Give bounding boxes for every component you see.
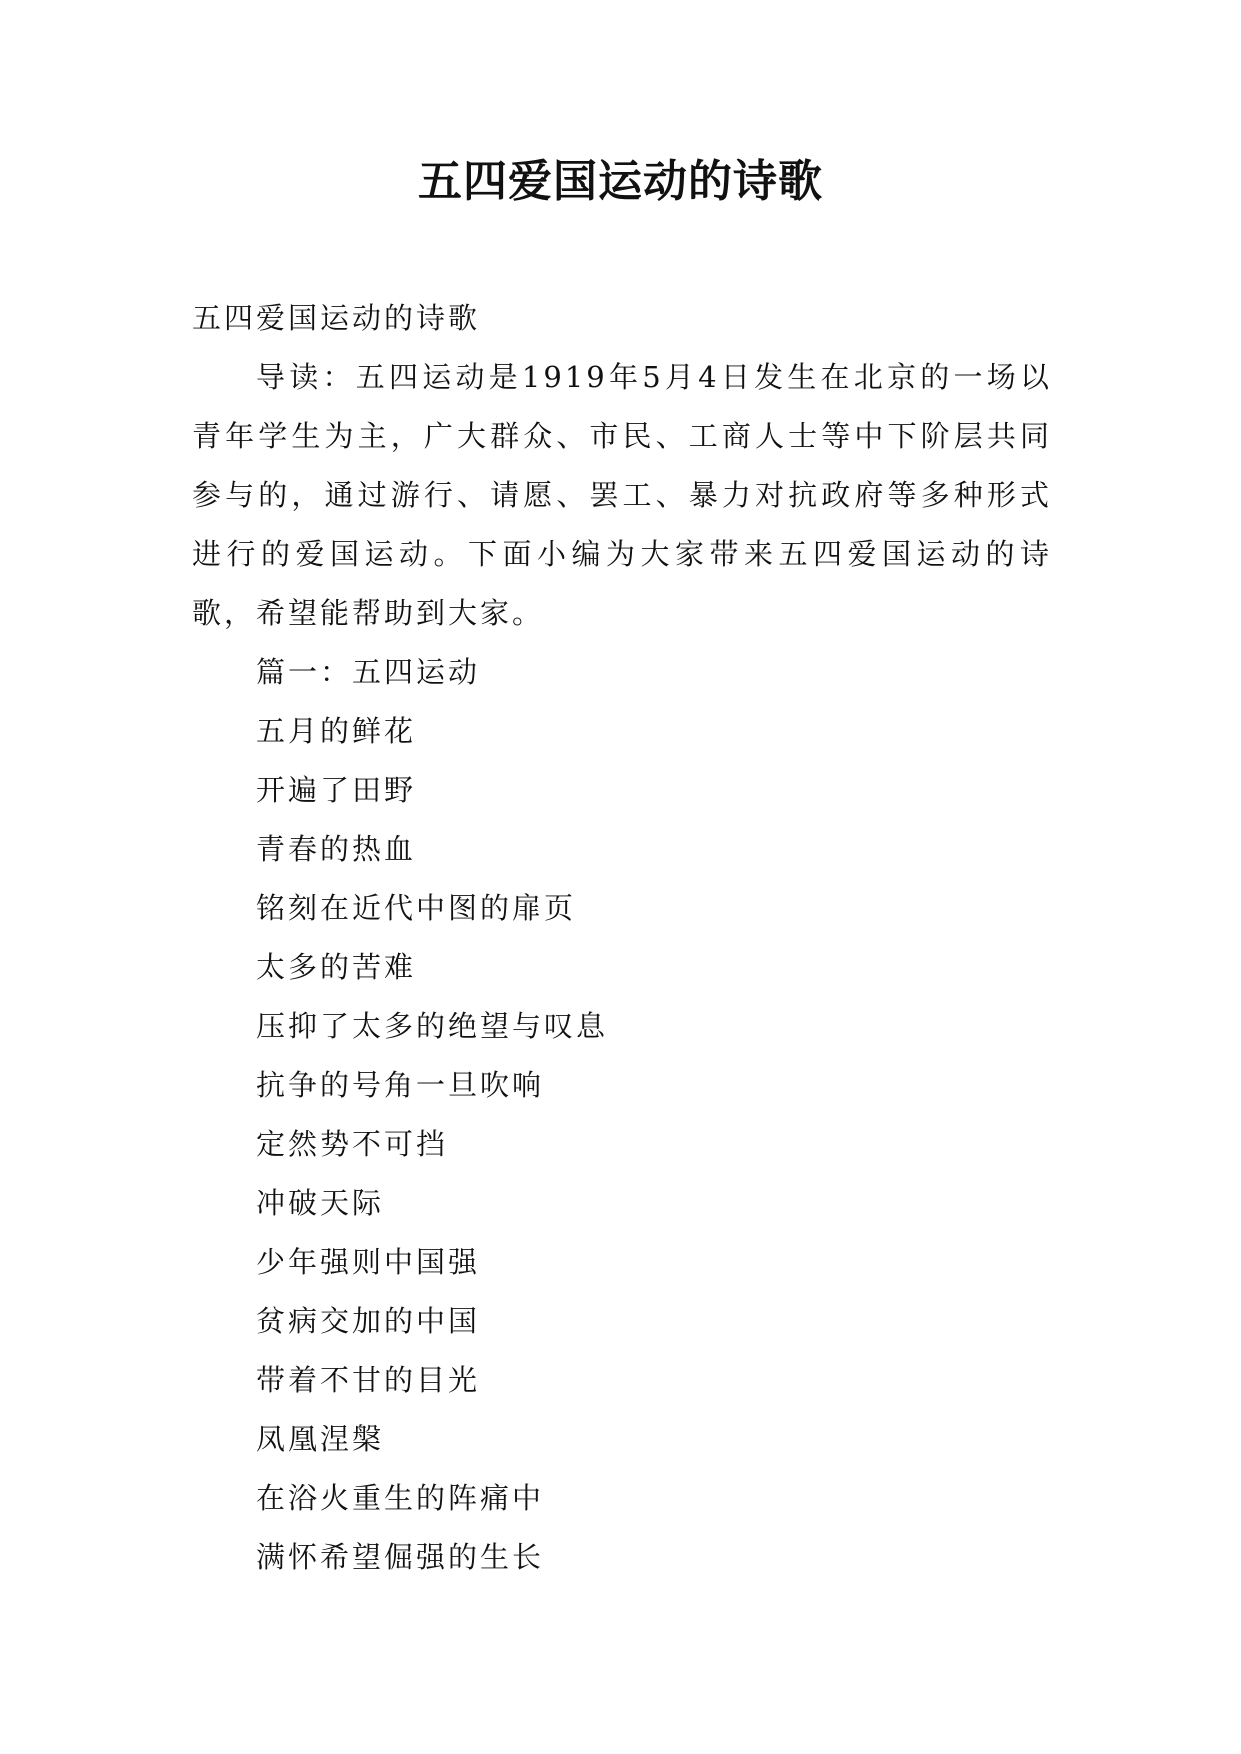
poem-line: 少年强则中国强 <box>256 1245 481 1279</box>
poem-line: 青春的热血 <box>256 832 417 866</box>
poem-line: 五月的鲜花 <box>256 714 417 748</box>
poem-line: 冲破天际 <box>256 1186 385 1220</box>
intro-paragraph: 导读：五四运动是1919年5月4日发生在北京的一场以青年学生为主，广大群众、市民、工商人士等中下阶层共同参与的，通过游行、请愿、罢工、暴力对抗政府等多种形式进行的爱国运动。下面小编为大家带来五四爱国运动的诗歌，希望能帮助到大家。 <box>192 360 1052 630</box>
document-title: 五四爱国运动的诗歌 <box>418 156 823 207</box>
poem-line: 定然势不可挡 <box>256 1127 449 1161</box>
poem-line: 铭刻在近代中图的扉页 <box>256 891 577 925</box>
poem-line: 贫病交加的中国 <box>256 1304 481 1338</box>
poem-line: 开遍了田野 <box>256 773 417 807</box>
poem-line: 压抑了太多的绝望与叹息 <box>256 1009 609 1043</box>
document-body <box>192 289 1052 1587</box>
document-subtitle: 五四爱国运动的诗歌 <box>192 301 481 335</box>
poem-line: 抗争的号角一旦吹响 <box>256 1068 545 1102</box>
poem-line: 凤凰涅槃 <box>256 1422 385 1456</box>
poem-line: 在浴火重生的阵痛中 <box>256 1481 545 1515</box>
poem-line: 带着不甘的目光 <box>256 1363 481 1397</box>
poem-line: 满怀希望倔强的生长 <box>256 1540 545 1574</box>
section-heading: 篇一：五四运动 <box>256 655 481 689</box>
poem-line: 太多的苦难 <box>256 950 417 984</box>
